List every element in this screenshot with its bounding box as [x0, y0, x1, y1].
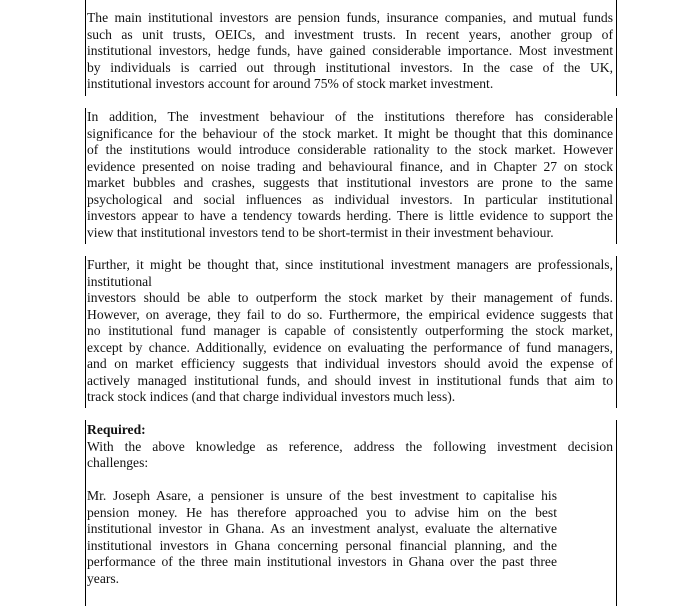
paragraph-fund-managers: [87, 257, 613, 406]
text-line: Further, it might be thought that, since institutional investment managers are professionals,: [87, 257, 613, 272]
paragraph-institutional-investors: [87, 10, 613, 93]
text-line: evidence presented on noise trading and behavioural finance, and in Chapter 27 on stock: [87, 158, 613, 174]
paragraph-investment-behaviour: [87, 109, 613, 241]
text-line: institutional: [87, 273, 152, 289]
text-line: significance for the behaviour of the stock market. It might be thought that this dominance: [87, 125, 613, 141]
text-line: view that institutional investors tend to be short-termist in their investment behaviour.: [87, 224, 554, 240]
text-line: of the institutions would introduce considerable rationality to the stock market. However: [87, 142, 613, 157]
text-line: However, on average, they fail to do so. Furthermore, the empirical evidence suggests that: [87, 306, 613, 322]
text-line: challenges:: [87, 455, 149, 470]
text-line: and on market efficiency suggests that individual investors should avoid the expense of: [87, 356, 613, 371]
text-line: Mr. Joseph Asare, a pensioner is unsure of the best investment to capitalise his: [87, 488, 557, 503]
text-line: years.: [87, 570, 120, 586]
text-line: With the above knowledge as reference, address the following investment decision: [87, 438, 613, 454]
text-line: In addition, The investment behaviour of the institutions therefore has considerable: [87, 109, 613, 124]
text-line: institutional investors account for around 75% of stock market investment.: [87, 76, 494, 91]
text-line: institutional investors in Ghana concerning personal financial planning, and the: [87, 537, 557, 553]
text-line: market bubbles and crashes, suggests that institutional investors are prone to the same: [87, 175, 613, 190]
text-line: performance of the three main institutional investors in Ghana over the past three: [87, 554, 557, 569]
text-line: institutional investor in Ghana. As an investment analyst, evaluate the alternative: [87, 521, 557, 536]
text-line: The main institutional investors are pension funds, insurance companies, and mutual funds: [87, 10, 613, 25]
text-line: actively managed institutional funds, and should invest in institutional funds that aim to: [87, 372, 613, 388]
text-line: investors appear to have a tendency towards herding. There is little evidence to support the: [87, 208, 613, 223]
text-line: by individuals is carried out through institutional investors. In the case of the UK,: [87, 59, 613, 75]
text-line: track stock indices (and that charge individual investors much less).: [87, 389, 456, 404]
text-line: no institutional fund manager is capable of consistently outperforming the stock market,: [87, 323, 613, 338]
text-line: psychological and social influences as individual investors. In particular institutional: [87, 191, 613, 207]
text-line: investors should be able to outperform the stock market by their management of funds.: [87, 290, 613, 305]
required-section: [87, 422, 613, 472]
text-line: such as unit trusts, OEICs, and investment trusts. In recent years, another group of: [87, 26, 613, 42]
text-line: except by chance. Additionally, evidence on evaluating the performance of fund managers,: [87, 339, 613, 355]
text-line: institutional investors, hedge funds, have gained considerable importance. Most investment: [87, 43, 613, 58]
required-heading: Required:: [87, 422, 146, 437]
text-line: pension money. He has therefore approached you to advise him on the best: [87, 504, 557, 520]
paragraph-case-question: [87, 488, 557, 587]
